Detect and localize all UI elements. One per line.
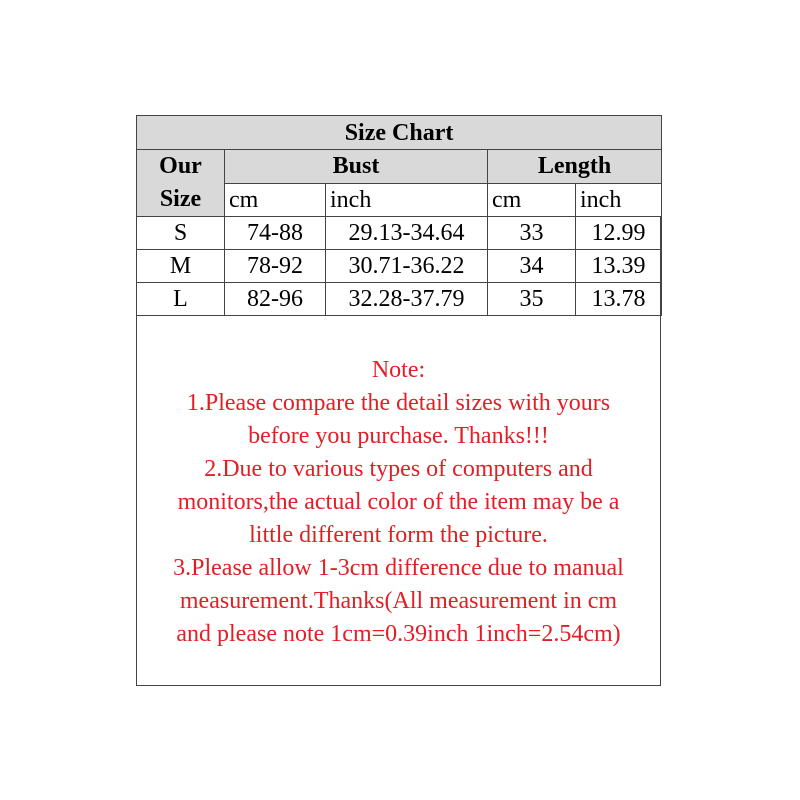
length-cm-cell: 35 <box>488 283 576 316</box>
length-cm-header: cm <box>488 183 576 217</box>
size-chart-table <box>136 115 662 316</box>
note-line: measurement.Thanks(All measurement in cm <box>179 588 618 614</box>
bust-header: Bust <box>225 150 488 184</box>
size-cell: S <box>137 217 225 250</box>
note-line: before you purchase. Thanks!!! <box>248 423 549 449</box>
bust-cm-header: cm <box>225 183 326 217</box>
length-inch-header: inch <box>576 183 662 217</box>
bust-cm-cell: 74-88 <box>225 217 326 250</box>
bust-cm-cell: 82-96 <box>225 283 326 316</box>
size-cell: L <box>137 283 225 316</box>
size-chart-title: Size Chart <box>137 116 662 150</box>
note-block <box>137 354 660 651</box>
table-row <box>137 217 662 250</box>
size-cell: M <box>137 250 225 283</box>
bust-inch-cell: 29.13-34.64 <box>326 217 488 250</box>
note-heading: Note: <box>371 357 426 383</box>
length-header: Length <box>488 150 662 184</box>
size-chart-frame <box>136 115 661 686</box>
bust-cm-cell: 78-92 <box>225 250 326 283</box>
note-line: 3.Please allow 1-3cm difference due to manual <box>173 555 624 581</box>
note-line: monitors,the actual color of the item may be a <box>177 489 620 515</box>
bust-inch-header: inch <box>326 183 488 217</box>
length-cm-cell: 34 <box>488 250 576 283</box>
length-inch-cell: 13.39 <box>576 250 662 283</box>
bust-inch-cell: 32.28-37.79 <box>326 283 488 316</box>
table-row <box>137 283 662 316</box>
note-line: 1.Please compare the detail sizes with yours <box>186 390 611 416</box>
our-size-header <box>137 150 225 217</box>
note-line: and please note 1cm=0.39inch 1inch=2.54cm) <box>176 621 621 647</box>
note-line: 2.Due to various types of computers and <box>204 456 593 482</box>
bust-inch-cell: 30.71-36.22 <box>326 250 488 283</box>
note-line: little different form the picture. <box>249 522 548 548</box>
length-inch-cell: 12.99 <box>576 217 662 250</box>
table-row <box>137 250 662 283</box>
our-size-header-line2: Size <box>159 186 202 212</box>
length-inch-cell: 13.78 <box>576 283 662 316</box>
our-size-header-line1: Our <box>159 153 202 179</box>
length-cm-cell: 33 <box>488 217 576 250</box>
